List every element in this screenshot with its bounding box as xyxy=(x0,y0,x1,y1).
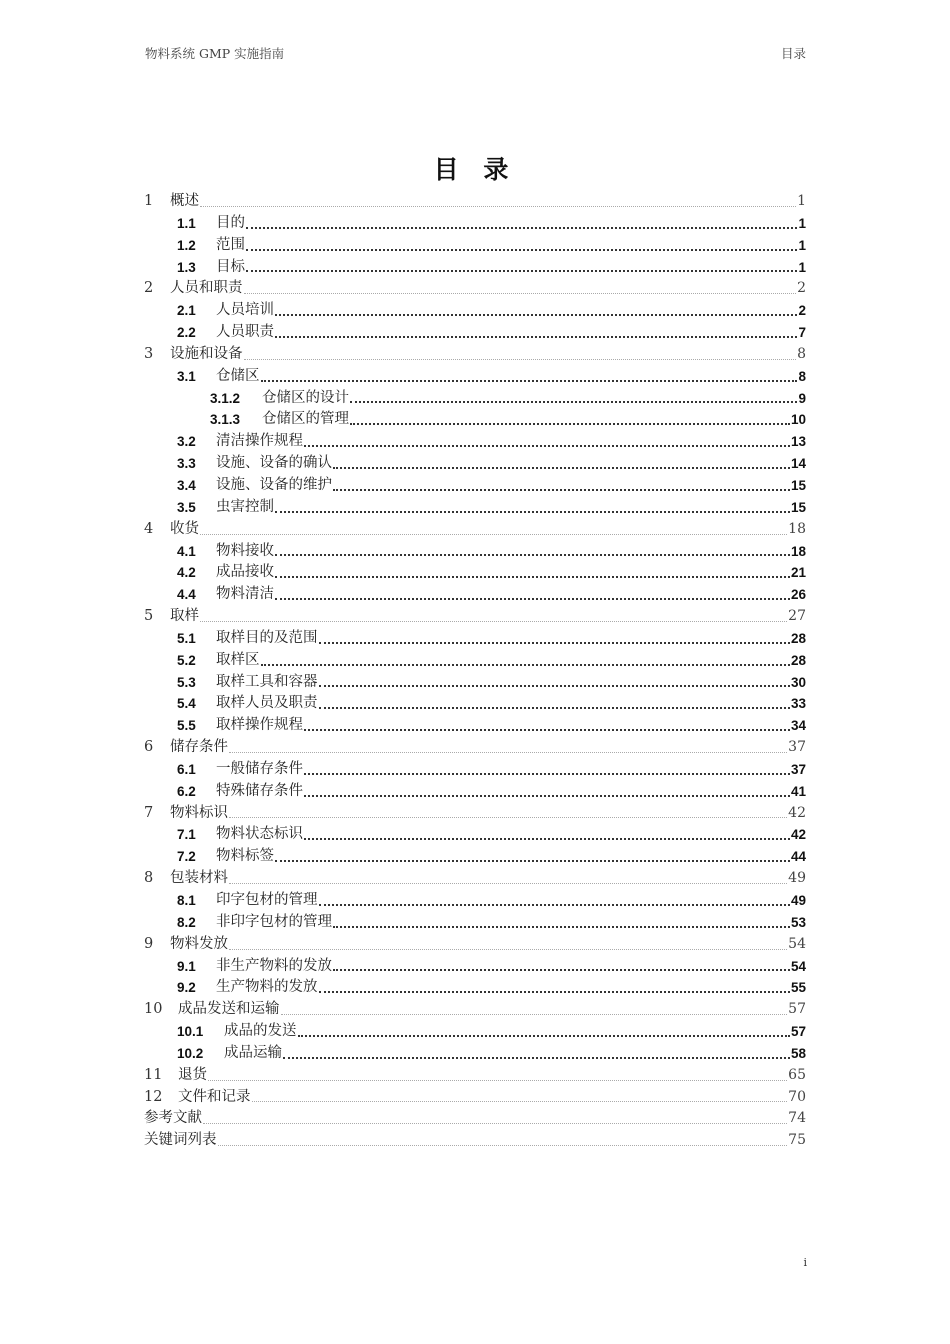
header-document-title: 物料系统 GMP 实施指南 xyxy=(145,46,285,61)
toc-entry-page: 8 xyxy=(798,368,806,384)
toc-entry-page: 26 xyxy=(790,587,806,603)
toc-dot-leader xyxy=(244,293,797,294)
toc-dot-leader xyxy=(246,249,797,251)
toc-dot-leader xyxy=(304,838,790,840)
toc-entry-page: 13 xyxy=(790,434,806,450)
toc-entry-number: 1 xyxy=(144,193,154,209)
toc-dot-leader xyxy=(350,401,797,403)
toc-entry-number: 4.1 xyxy=(177,543,196,559)
toc-entry[interactable] xyxy=(144,934,806,956)
toc-entry-page: 28 xyxy=(790,652,806,668)
toc-entry-number: 3.1 xyxy=(177,368,196,384)
toc-entry[interactable] xyxy=(144,453,806,475)
toc-entry-number: 6.2 xyxy=(177,783,196,799)
toc-entry-title: 关键词列表 xyxy=(144,1132,217,1149)
toc-dot-leader xyxy=(229,883,787,884)
toc-entry-number: 10.2 xyxy=(177,1045,204,1061)
toc-dot-leader xyxy=(244,359,797,360)
toc-entry-number: 1.3 xyxy=(177,259,196,275)
toc-entry-page: 9 xyxy=(798,390,806,406)
toc-entry-page: 1 xyxy=(798,237,806,253)
toc-entry-title: 物料清洁 xyxy=(216,586,274,603)
toc-entry-title: 仓储区的管理 xyxy=(262,411,349,428)
toc-entry-title: 人员职责 xyxy=(216,324,274,341)
toc-entry-number: 12 xyxy=(144,1088,163,1105)
toc-entry[interactable] xyxy=(144,912,806,934)
toc-entry[interactable] xyxy=(144,1021,806,1043)
toc-entry-title: 清洁操作规程 xyxy=(216,433,303,450)
toc-entry-page: 28 xyxy=(790,630,806,646)
page-header xyxy=(145,44,806,62)
toc-entry[interactable] xyxy=(144,1130,806,1152)
toc-entry[interactable] xyxy=(144,278,806,300)
toc-entry-title: 仓储区的设计 xyxy=(262,389,349,406)
table-of-contents xyxy=(144,191,806,1152)
toc-entry[interactable] xyxy=(144,977,806,999)
toc-entry-number: 5.3 xyxy=(177,674,196,690)
toc-dot-leader xyxy=(275,860,790,862)
toc-entry[interactable] xyxy=(144,584,806,606)
toc-entry-number: 9.2 xyxy=(177,980,196,996)
toc-entry-number: 1.1 xyxy=(177,215,196,231)
toc-entry-number: 5.5 xyxy=(177,718,196,734)
toc-entry-title: 目标 xyxy=(216,258,245,275)
toc-entry-number: 10.1 xyxy=(177,1024,204,1040)
toc-entry[interactable] xyxy=(144,344,806,366)
toc-entry-number: 3.1.3 xyxy=(210,412,241,428)
toc-entry[interactable] xyxy=(144,300,806,322)
toc-title: 目 录 xyxy=(433,155,517,184)
toc-entry[interactable] xyxy=(144,672,806,694)
toc-entry[interactable] xyxy=(144,1108,806,1130)
toc-entry[interactable] xyxy=(144,191,806,213)
toc-entry[interactable] xyxy=(144,431,806,453)
toc-entry-page: 1 xyxy=(798,259,806,275)
toc-entry[interactable] xyxy=(144,824,806,846)
toc-entry-page: 49 xyxy=(788,870,806,887)
toc-entry-page: 41 xyxy=(790,783,806,799)
toc-dot-leader xyxy=(304,729,790,731)
toc-entry-number: 2.1 xyxy=(177,303,196,319)
toc-dot-leader xyxy=(333,926,790,928)
toc-entry-page: 8 xyxy=(797,345,806,362)
toc-dot-leader xyxy=(275,554,790,556)
toc-entry[interactable] xyxy=(144,650,806,672)
toc-entry-title: 取样 xyxy=(170,608,199,625)
toc-dot-leader xyxy=(275,576,790,578)
toc-entry-page: 7 xyxy=(798,325,806,341)
toc-entry-title: 物料发放 xyxy=(170,935,228,952)
toc-dot-leader xyxy=(319,904,790,906)
toc-entry-title: 物料接收 xyxy=(216,542,274,559)
toc-entry-number: 4 xyxy=(144,520,154,537)
toc-entry-title: 非印字包材的管理 xyxy=(216,913,332,930)
toc-entry-title: 生产物料的发放 xyxy=(216,979,318,996)
toc-dot-leader xyxy=(275,511,790,513)
toc-entry-title: 物料标签 xyxy=(216,848,274,865)
toc-entry-title: 文件和记录 xyxy=(178,1088,251,1105)
toc-entry[interactable] xyxy=(144,737,806,759)
toc-entry-page: 15 xyxy=(790,499,806,515)
toc-dot-leader xyxy=(333,467,790,469)
toc-entry-page: 33 xyxy=(790,696,806,712)
toc-entry[interactable] xyxy=(144,781,806,803)
toc-entry-number: 11 xyxy=(144,1066,163,1083)
toc-entry-page: 15 xyxy=(790,477,806,493)
toc-dot-leader xyxy=(298,1035,790,1037)
toc-entry-page: 2 xyxy=(797,280,806,297)
toc-entry[interactable] xyxy=(144,759,806,781)
toc-entry-title: 人员和职责 xyxy=(170,280,243,297)
toc-dot-leader xyxy=(200,534,787,535)
toc-entry-number: 5.2 xyxy=(177,652,196,668)
toc-entry-number: 10 xyxy=(144,1001,163,1018)
toc-entry-title: 退货 xyxy=(178,1066,207,1083)
toc-dot-leader xyxy=(275,598,790,600)
toc-entry-title: 成品接收 xyxy=(216,564,274,581)
toc-entry-page: 37 xyxy=(790,761,806,777)
toc-entry-page: 14 xyxy=(790,456,806,472)
toc-dot-leader xyxy=(304,773,790,775)
toc-dot-leader xyxy=(333,969,790,971)
toc-entry-title: 一般储存条件 xyxy=(216,760,303,777)
toc-entry-title: 物料标识 xyxy=(170,804,228,821)
toc-dot-leader xyxy=(261,380,798,382)
toc-dot-leader xyxy=(200,206,796,207)
toc-dot-leader xyxy=(203,1123,787,1124)
toc-entry[interactable] xyxy=(144,803,806,825)
toc-dot-leader xyxy=(229,752,787,753)
toc-entry-title: 设施、设备的确认 xyxy=(216,455,332,472)
toc-entry[interactable] xyxy=(144,890,806,912)
toc-entry[interactable] xyxy=(144,606,806,628)
toc-entry-title: 非生产物料的发放 xyxy=(216,957,332,974)
toc-entry[interactable] xyxy=(144,497,806,519)
toc-dot-leader xyxy=(218,1145,788,1146)
toc-entry-number: 5 xyxy=(144,608,154,625)
toc-entry-title: 储存条件 xyxy=(170,739,228,756)
toc-dot-leader xyxy=(304,445,790,447)
toc-entry-page: 42 xyxy=(790,827,806,843)
toc-entry[interactable] xyxy=(144,257,806,279)
toc-dot-leader xyxy=(319,685,790,687)
toc-entry-title: 取样操作规程 xyxy=(216,717,303,734)
toc-entry-page: 27 xyxy=(788,608,806,625)
toc-dot-leader xyxy=(208,1080,787,1081)
toc-entry-number: 6.1 xyxy=(177,761,196,777)
toc-entry-page: 10 xyxy=(790,412,806,428)
toc-entry-page: 49 xyxy=(790,893,806,908)
toc-entry-number: 5.1 xyxy=(177,630,196,646)
toc-entry[interactable] xyxy=(144,868,806,890)
toc-entry-number: 2.2 xyxy=(177,325,196,341)
toc-dot-leader xyxy=(304,795,790,797)
toc-entry[interactable] xyxy=(144,628,806,650)
toc-entry[interactable] xyxy=(144,475,806,497)
toc-entry-page: 57 xyxy=(788,1001,806,1018)
toc-dot-leader xyxy=(229,949,787,950)
toc-entry[interactable] xyxy=(144,322,806,344)
toc-entry-number: 9 xyxy=(144,935,154,952)
toc-entry-title: 取样工具和容器 xyxy=(216,673,318,690)
toc-entry-page: 21 xyxy=(790,565,806,581)
toc-entry-number: 3.3 xyxy=(177,456,196,472)
toc-entry-title: 取样区 xyxy=(216,651,260,668)
toc-entry-title: 收货 xyxy=(170,520,199,537)
toc-entry-title: 取样人员及职责 xyxy=(216,695,318,712)
toc-entry-page: 18 xyxy=(788,520,806,537)
toc-entry-number: 7 xyxy=(144,804,154,821)
toc-entry[interactable] xyxy=(144,1065,806,1087)
toc-entry-title: 设施和设备 xyxy=(170,345,243,362)
toc-entry[interactable] xyxy=(144,213,806,235)
header-section-name: 目录 xyxy=(780,46,806,61)
toc-entry[interactable] xyxy=(144,409,806,431)
toc-dot-leader xyxy=(333,489,790,491)
toc-entry[interactable] xyxy=(144,541,806,563)
toc-entry-page: 74 xyxy=(788,1110,806,1127)
toc-dot-leader xyxy=(200,621,787,622)
toc-entry-page: 65 xyxy=(788,1066,806,1083)
toc-entry-number: 3.1.2 xyxy=(210,390,241,406)
toc-entry[interactable] xyxy=(144,562,806,584)
toc-entry-page: 42 xyxy=(788,804,806,821)
toc-entry[interactable] xyxy=(144,519,806,541)
toc-entry-page: 70 xyxy=(788,1088,806,1105)
toc-entry-title: 成品发送和运输 xyxy=(178,1001,280,1018)
toc-entry-page: 2 xyxy=(798,303,806,319)
toc-entry-page: 1 xyxy=(798,215,806,231)
toc-entry-title: 特殊储存条件 xyxy=(216,782,303,799)
toc-dot-leader xyxy=(229,817,787,818)
toc-entry[interactable] xyxy=(144,715,806,737)
toc-entry[interactable] xyxy=(144,846,806,868)
toc-entry-title: 目的 xyxy=(216,214,245,231)
toc-entry-number: 8 xyxy=(144,870,154,887)
page-number: i xyxy=(803,1256,807,1269)
toc-entry[interactable] xyxy=(144,1087,806,1109)
toc-entry-number: 5.4 xyxy=(177,696,196,712)
toc-entry[interactable] xyxy=(144,999,806,1021)
toc-entry-number: 8.2 xyxy=(177,914,196,930)
toc-entry-title: 取样目的及范围 xyxy=(216,629,318,646)
toc-entry-page: 54 xyxy=(788,935,806,952)
toc-entry[interactable] xyxy=(144,956,806,978)
toc-dot-leader xyxy=(319,991,790,993)
toc-entry-page: 34 xyxy=(790,718,806,734)
toc-entry-number: 3.4 xyxy=(177,477,196,493)
toc-entry-title: 成品运输 xyxy=(224,1044,282,1061)
toc-dot-leader xyxy=(319,642,790,644)
toc-dot-leader xyxy=(275,336,797,338)
toc-entry[interactable] xyxy=(144,366,806,388)
toc-entry-page: 55 xyxy=(790,980,806,996)
toc-dot-leader xyxy=(246,227,797,229)
toc-entry-title: 人员培训 xyxy=(216,302,274,319)
toc-entry-page: 53 xyxy=(790,914,806,930)
toc-entry-page: 30 xyxy=(790,674,806,690)
toc-entry-page: 18 xyxy=(790,543,806,559)
toc-entry-page: 1 xyxy=(797,193,806,209)
toc-entry-page: 54 xyxy=(790,958,806,974)
toc-entry-page: 57 xyxy=(790,1024,806,1040)
toc-entry-page: 75 xyxy=(788,1132,806,1149)
toc-entry-number: 3 xyxy=(144,345,154,362)
toc-entry-title: 印字包材的管理 xyxy=(216,892,318,908)
toc-entry-number: 9.1 xyxy=(177,958,196,974)
toc-entry-number: 1.2 xyxy=(177,237,196,253)
toc-entry-number: 4.4 xyxy=(177,587,196,603)
toc-entry-title: 虫害控制 xyxy=(216,498,274,515)
toc-entry-number: 7.2 xyxy=(177,849,196,865)
toc-entry-number: 6 xyxy=(144,739,154,756)
toc-entry[interactable] xyxy=(144,1043,806,1065)
toc-entry-number: 2 xyxy=(144,280,154,297)
toc-entry-title: 参考文献 xyxy=(144,1110,202,1127)
toc-entry-number: 4.2 xyxy=(177,565,196,581)
toc-entry-title: 仓储区 xyxy=(216,367,260,384)
toc-entry-title: 包装材料 xyxy=(170,870,228,887)
toc-dot-leader xyxy=(319,707,790,709)
toc-dot-leader xyxy=(252,1101,788,1102)
toc-dot-leader xyxy=(246,270,797,272)
toc-entry-title: 概述 xyxy=(170,193,199,209)
toc-dot-leader xyxy=(281,1014,788,1015)
toc-dot-leader xyxy=(350,423,790,425)
toc-entry-page: 58 xyxy=(790,1045,806,1061)
toc-entry-number: 8.1 xyxy=(177,893,196,908)
toc-entry[interactable] xyxy=(144,388,806,410)
toc-entry-number: 3.5 xyxy=(177,499,196,515)
toc-entry[interactable] xyxy=(144,693,806,715)
toc-dot-leader xyxy=(261,664,790,666)
toc-entry-page: 37 xyxy=(788,739,806,756)
toc-entry-number: 7.1 xyxy=(177,827,196,843)
toc-entry-title: 成品的发送 xyxy=(224,1023,297,1040)
toc-entry-page: 44 xyxy=(790,849,806,865)
toc-dot-leader xyxy=(275,314,797,316)
toc-entry-title: 设施、设备的维护 xyxy=(216,476,332,493)
toc-entry-number: 3.2 xyxy=(177,434,196,450)
toc-dot-leader xyxy=(283,1057,790,1059)
toc-entry[interactable] xyxy=(144,235,806,257)
toc-entry-title: 物料状态标识 xyxy=(216,826,303,843)
toc-entry-title: 范围 xyxy=(216,236,245,253)
